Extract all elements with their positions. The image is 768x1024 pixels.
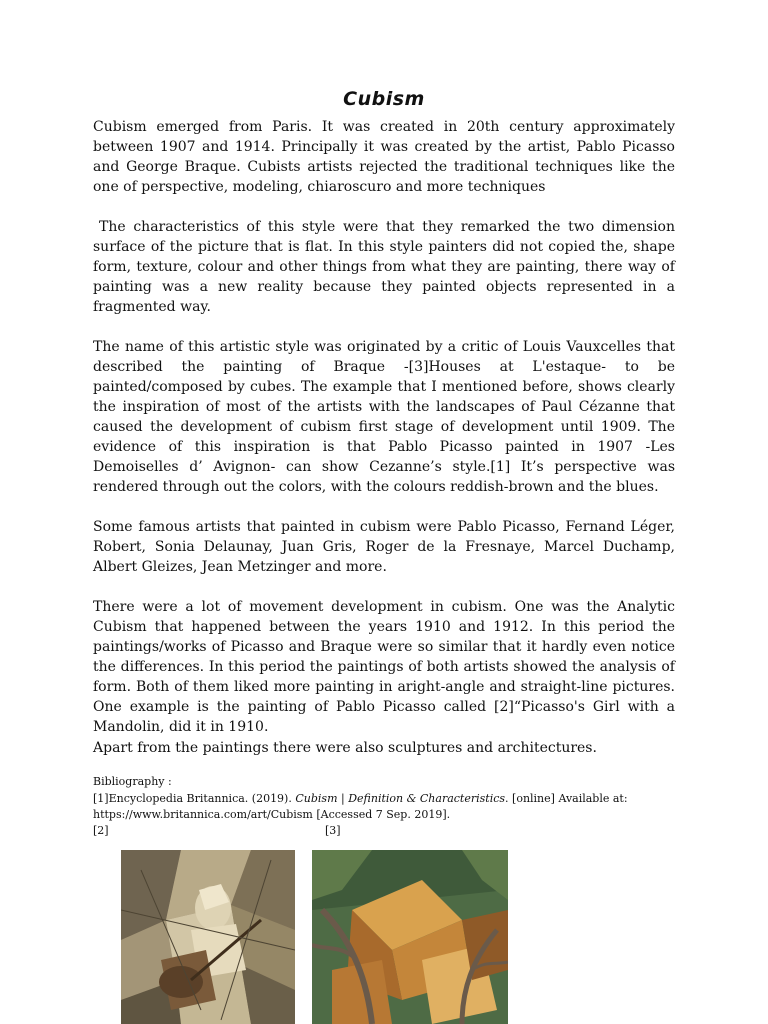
bibliography-heading: Bibliography : xyxy=(93,775,172,788)
bibliography xyxy=(93,774,693,824)
paragraph-name-origin: The name of this artistic style was originated by a critic of Louis Vauxcelles that described the painting of Braque -[3]Houses at L'estaque- to be painted/composed by cubes. The example that I mentioned before, shows clearly the inspiration of most of the artists with the landscapes of Paul Cézanne that caused the development of cubism first stage of development until 1909. The evidence of this inspiration is that Pablo Picasso painted in 1907 -Les Demoiselles d’ Avignon- can show Cezanne’s style.[1] It’s perspective was rendered through out the colors, with the colours reddish-brown and the blues. xyxy=(93,339,675,495)
bibliography-url: https://www.britannica.com/art/Cubism [Accessed 7 Sep. 2019]. xyxy=(93,808,451,821)
paragraph-famous-artists: Some famous artists that painted in cubism were Pablo Picasso, Fernand Léger, Robert, Sonia Delaunay, Juan Gris, Roger de la Fresnaye, Marcel Duchamp, Albert Gleizes, Jean Metzinger and more. xyxy=(93,519,675,575)
figure-label-2: [2] xyxy=(93,824,109,837)
painting-houses-at-lestaque xyxy=(312,850,508,1024)
bibliography-entry-suffix: . [online] Available at: xyxy=(505,791,628,805)
painting-girl-with-mandolin xyxy=(121,850,295,1024)
paragraph-origin: Cubism emerged from Paris. It was created in 20th century approximately between 1907 and 1914. Principally it was created by the artist, Pablo Picasso and George Braque. Cubists artists rejected the traditional techniques like the one of perspective, modeling, chiaroscuro and more techniques xyxy=(93,119,675,195)
paragraph-characteristics: The characteristics of this style were that they remarked the two dimension surface of the picture that is flat. In this style painters did not copied the, shape form, texture, colour and other things from what they are painting, there way of painting was a new reality because they painted objects represented in a fragmented way. xyxy=(93,219,675,315)
bibliography-entry-title: Cubism | Definition & Characteristics xyxy=(295,791,506,805)
figure-label-3: [3] xyxy=(325,824,341,837)
bibliography-entry-prefix: [1]Encyclopedia Britannica. (2019). xyxy=(93,791,296,805)
paragraph-analytic-cubism: There were a lot of movement development in cubism. One was the Analytic Cubism that happened between the years 1910 and 1912. In this period the paintings/works of Picasso and Braque were so similar that it hardly even notice the differences. In this period the paintings of both artists showed the analysis of form. Both of them liked more painting in aright-angle and straight-line pictures. One example is the painting of Pablo Picasso called [2]“Picasso's Girl with a Mandolin, did it in 1910. xyxy=(93,599,675,735)
painting-girl-with-mandolin-image xyxy=(121,850,295,1024)
painting-houses-at-lestaque-image xyxy=(312,850,508,1024)
document-title: Cubism xyxy=(343,88,425,110)
bibliography-entry xyxy=(93,791,693,808)
paragraph-sculptures: Apart from the paintings there were also sculptures and architectures. xyxy=(93,740,597,756)
